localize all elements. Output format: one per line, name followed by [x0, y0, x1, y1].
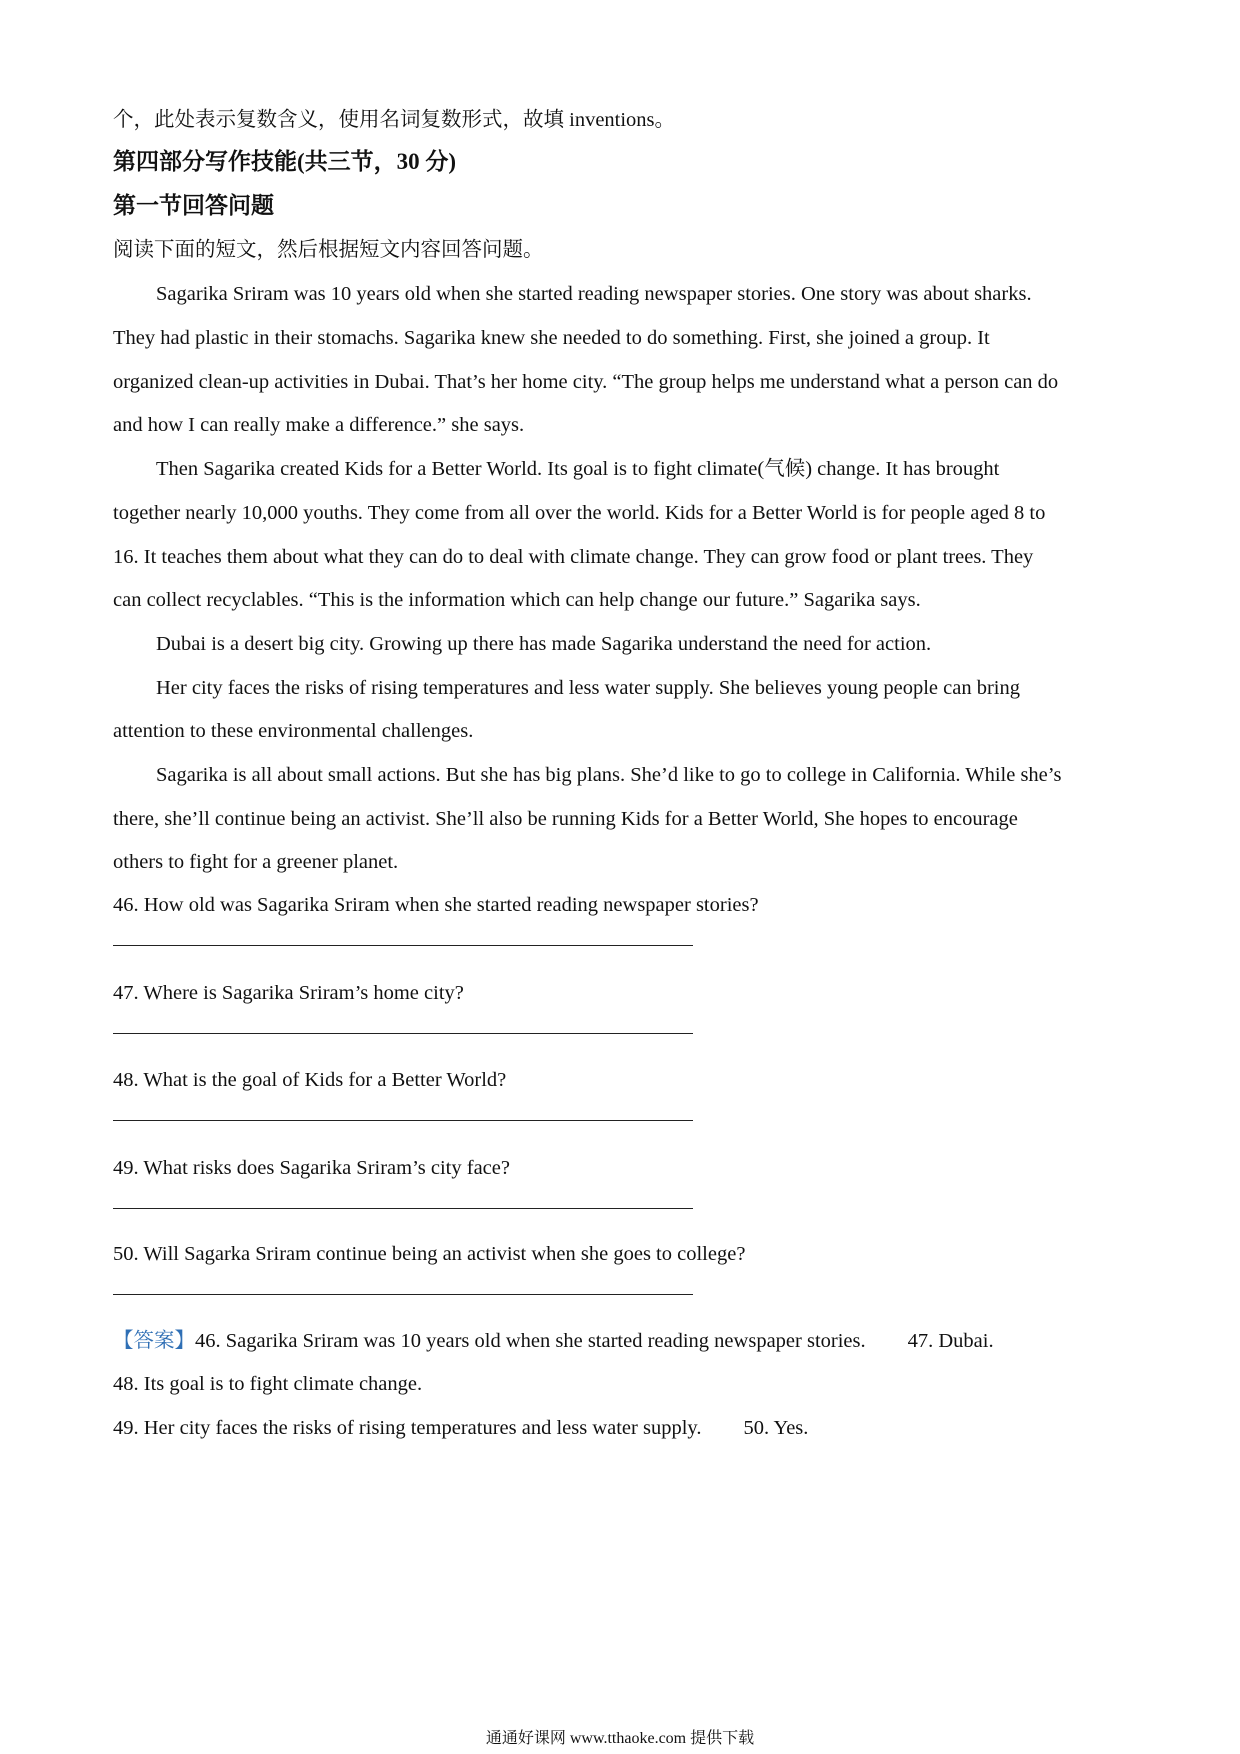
- footer-text: 通通好课网 www.tthaoke.com 提供下载: [485, 1730, 755, 1747]
- passage-line: organized clean-up activities in Dubai. That’s her home city. “The group helps me understand what a person can do: [113, 371, 1059, 393]
- passage-line: together nearly 10,000 youths. They come from all over the world. Kids for a Better World is for people aged 8 to: [113, 502, 1046, 524]
- passage-line: They had plastic in their stomachs. Sagarika knew she needed to do something. First, she joined a group. It: [113, 327, 990, 349]
- answer-blank-48[interactable]: [113, 1120, 693, 1121]
- passage-line: others to fight for a greener planet.: [113, 851, 399, 873]
- passage-line: there, she’ll continue being an activist. She’ll also be running Kids for a Better World, She hopes to encourage: [113, 808, 1018, 830]
- question-47: 47. Where is Sagarika Sriram’s home city?: [113, 982, 464, 1004]
- answer-47: 47. Dubai.: [907, 1330, 994, 1352]
- section-heading: 第一节回答问题: [113, 193, 274, 218]
- passage-line: Her city faces the risks of rising temperatures and less water supply. She believes young people can bring: [156, 677, 1020, 699]
- answer-50: 50. Yes.: [743, 1417, 809, 1439]
- answer-row-1: [113, 1327, 994, 1355]
- answer-row-3: [113, 1414, 808, 1442]
- passage-line: 16. It teaches them about what they can do to deal with climate change. They can grow food or plant trees. They: [113, 546, 1034, 568]
- answer-46: 46. Sagarika Sriram was 10 years old when she started reading newspaper stories.: [195, 1330, 866, 1352]
- previous-answer-continuation: 个，此处表示复数含义，使用名词复数形式，故填 inventions。: [113, 109, 676, 131]
- answer-blank-47[interactable]: [113, 1033, 693, 1034]
- passage-line: Dubai is a desert big city. Growing up there has made Sagarika understand the need for action.: [156, 633, 932, 655]
- answer-blank-50[interactable]: [113, 1294, 693, 1295]
- instruction-text: 阅读下面的短文，然后根据短文内容回答问题。: [113, 239, 544, 261]
- answer-blank-49[interactable]: [113, 1208, 693, 1209]
- passage-line: Then Sagarika created Kids for a Better World. Its goal is to fight climate(气候) change. It has brought: [156, 458, 1000, 480]
- passage-line: can collect recyclables. “This is the information which can help change our future.” Sagarika says.: [113, 589, 921, 611]
- question-48: 48. What is the goal of Kids for a Better World?: [113, 1069, 507, 1091]
- answer-49: 49. Her city faces the risks of rising temperatures and less water supply.: [113, 1417, 702, 1439]
- passage-line: and how I can really make a difference.” she says.: [113, 414, 525, 436]
- part-heading: 第四部分写作技能(共三节，30 分): [113, 149, 457, 174]
- question-50: 50. Will Sagarka Sriram continue being an activist when she goes to college?: [113, 1243, 746, 1265]
- answer-tag: 【答案】: [113, 1330, 195, 1352]
- question-49: 49. What risks does Sagarika Sriram’s city face?: [113, 1157, 510, 1179]
- question-46: 46. How old was Sagarika Sriram when she started reading newspaper stories?: [113, 894, 759, 916]
- passage-line: attention to these environmental challenges.: [113, 720, 474, 742]
- answer-blank-46[interactable]: [113, 945, 693, 946]
- passage-line: Sagarika is all about small actions. But she has big plans. She’d like to go to college in California. While she’s: [156, 764, 1062, 786]
- answer-48: 48. Its goal is to fight climate change.: [113, 1373, 423, 1395]
- passage-line: Sagarika Sriram was 10 years old when she started reading newspaper stories. One story was about sharks.: [156, 283, 1032, 305]
